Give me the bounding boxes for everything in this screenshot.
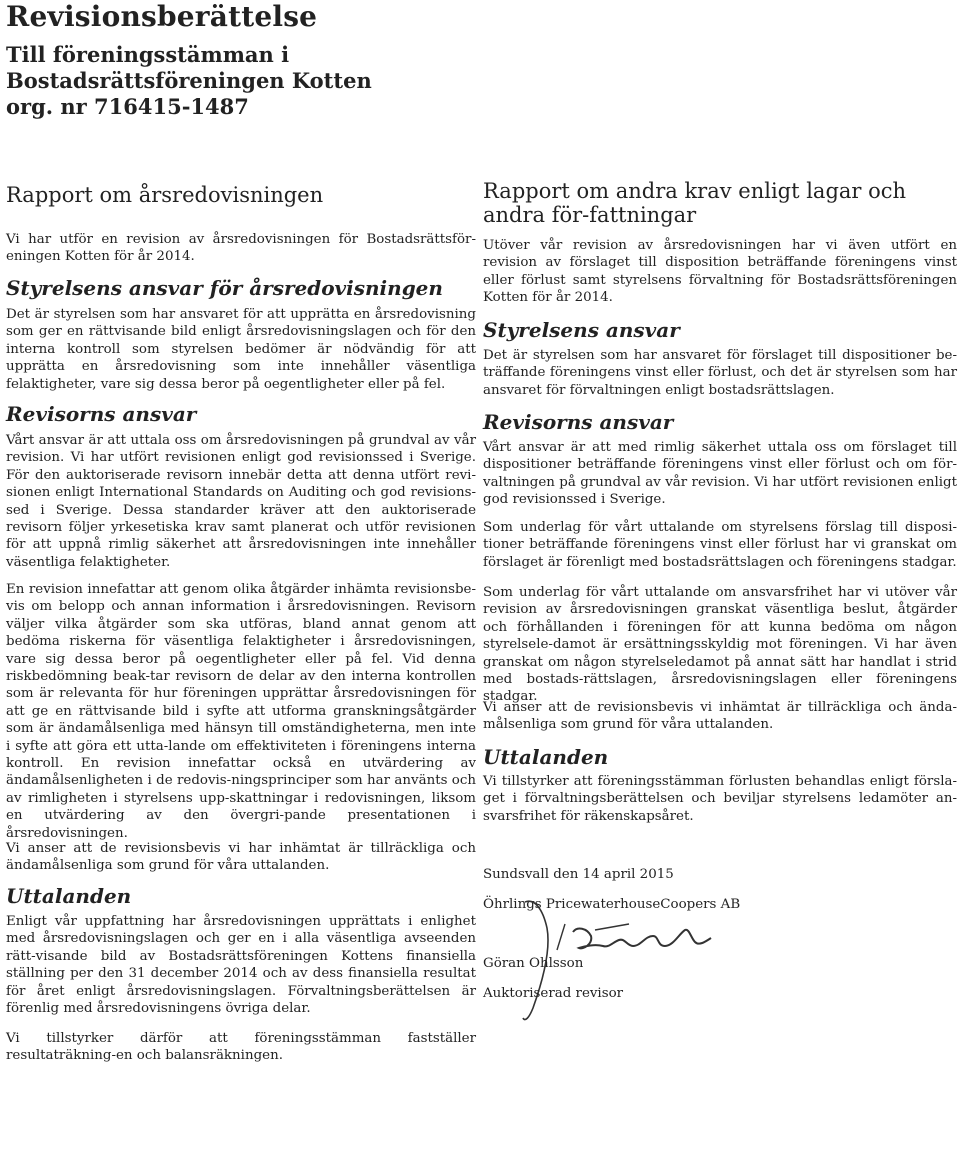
audit-firm: Öhrlings PricewaterhouseCoopers AB — [483, 897, 741, 912]
place-and-date: Sundsvall den 14 april 2015 — [483, 867, 674, 882]
paragraph-right-statements: Vi tillstyrker att föreningsstämman förlusten behandlas enligt försla-get i förvaltningsberättelsen och beviljar styrelsens ledamöter an-svarsfrihet för räkenskapsåret. — [483, 774, 957, 824]
paragraph-right-intro: Utöver vår revision av årsredovisningen har vi även utfört en revision av förslaget till disposition beträffande föreningens vinst eller förlust samt styrelsens förvaltning för Bostadsrättsföreningen Kotten för år 2014. — [483, 238, 957, 306]
paragraph-recommendation: Vi tillstyrker därför att föreningsstämman fastställer resultaträkning-en och balansräkningen. — [6, 1031, 476, 1064]
paragraph-right-board-responsibility: Det är styrelsen som har ansvaret för förslaget till dispositioner be-träffande föreningens vinst eller förlust, och det är styrelsen som har ansvaret för förvaltningen enligt bostadsrättslagen. — [483, 348, 957, 398]
paragraph-intro: Vi har utför en revision av årsredovisningen för Bostadsrättsför-eningen Kotten för år 2014. — [6, 232, 476, 265]
heading-right-statements: Uttalanden — [483, 745, 609, 769]
heading-right-board-responsibility: Styrelsens ansvar — [483, 318, 680, 342]
heading-board-responsibility: Styrelsens ansvar för årsredovisningen — [6, 276, 443, 300]
paragraph-board-responsibility: Det är styrelsen som har ansvaret för att upprätta en årsredovisning som ger en rättvisande bild enligt årsredovisningslagen och för den interna kontroll som styrelsen bedömer är nödvändig för att upprätta en årsredovisning som inte innehåller väsentliga felaktigheter, vare sig dessa beror på oegentligheter eller på fel. — [6, 307, 476, 392]
section-heading-other-requirements: Rapport om andra krav enligt lagar och andra för-fattningar — [483, 179, 907, 227]
paragraph-right-audit-evidence: Vi anser att de revisionsbevis vi inhämtat är tillräckliga och ända-målsenliga som grund för våra uttalanden. — [483, 700, 957, 733]
auditor-title: Auktoriserad revisor — [483, 986, 624, 1001]
paragraph-basis-discharge: Som underlag för vårt uttalande om ansvarsfrihet har vi utöver vår revision av årsredovisningen granskat väsentliga beslut, åtgärder och förhållanden i föreningen för att kunna bedöma om någon styrelsele-damot är ersättningsskyldig mot föreningen. Vi har även granskat om någon styrelseledamot på annat sätt har handlat i strid med bostads-rättslagen, årsredovisningslagen eller föreningens stadgar. — [483, 585, 957, 705]
heading-statements: Uttalanden — [6, 884, 132, 908]
heading-auditor-responsibility: Revisorns ansvar — [6, 402, 197, 426]
recipient-block — [6, 42, 372, 120]
paragraph-auditor-responsibility: Vårt ansvar är att uttala oss om årsredovisningen på grundval av vår revision. Vi har utfört revisionen enligt god revisionssed i Sverige. För den auktoriserade revisorn innebär detta att denna utfört revi-sionen enligt International Standards on Auditing och god revisions-sed i Sverige. Dessa standarder kräver att den auktoriserade revisorn följer yrkesetiska krav samt planerat och utför revisionen för att uppnå rimlig säkerhet att årsredovisningen inte innehåller väsentliga felaktigheter. — [6, 433, 476, 570]
paragraph-audit-procedures: En revision innefattar att genom olika åtgärder inhämta revisionsbe-vis om belopp och annan information i årsredovisningen. Revisorn väljer vilka åtgärder som ska utföras, bland annat genom att bedöma riskerna för väsentliga felaktigheter i årsredovisningen, vare sig dessa beror på oegentligheter eller på fel. Vid denna riskbedömning beak-tar revisorn de delar av den interna kontrollen som är relevanta för hur föreningen upprättar årsredovisningen för att ge en rättvisande bild i syfte att utforma granskningsåtgärder som är ändamålsenliga med hänsyn till omständigheterna, men inte i syfte att göra ett utta-lande om effektiviteten i föreningens interna kontroll. En revision innefattar också en utvärdering av ändamålsenligheten i de redovis-ningsprinciper som har använts och av rimligheten i styrelsens upp-skattningar i redovisningen, liksom en utvärdering av den övergri-pande presentationen i årsredovisningen. — [6, 582, 476, 841]
recipient-line-2: Bostadsrättsföreningen Kotten — [6, 68, 372, 93]
recipient-line-1: Till föreningsstämman i — [6, 42, 290, 67]
auditor-name: Göran Ohlsson — [483, 956, 584, 971]
section-heading-annual-report: Rapport om årsredovisningen — [6, 183, 324, 207]
heading-right-auditor-responsibility: Revisorns ansvar — [483, 410, 674, 434]
paragraph-statements: Enligt vår uppfattning har årsredovisningen upprättats i enlighet med årsredovisningslagen och ger en i alla väsentliga avseenden rätt-visande bild av Bostadsrättsföreningen Kottens finansiella ställning per den 31 december 2014 och av dess finansiella resultat för året enligt årsredovisningslagen. Förvaltningsberättelsen är förenlig med årsredovisningens övriga delar. — [6, 914, 476, 1017]
paragraph-audit-evidence: Vi anser att de revisionsbevis vi har inhämtat är tillräckliga och ändamålsenliga som grund för våra uttalanden. — [6, 841, 476, 874]
document-title: Revisionsberättelse — [6, 0, 318, 33]
org-number: org. nr 716415-1487 — [6, 94, 249, 119]
paragraph-basis-disposition: Som underlag för vårt uttalande om styrelsens förslag till disposi-tioner beträffande föreningens vinst eller förlust har vi granskat om förslaget är förenligt med bostadsrättslagen och föreningens stadgar. — [483, 520, 957, 570]
paragraph-right-auditor-responsibility: Vårt ansvar är att med rimlig säkerhet uttala oss om förslaget till dispositioner beträffande föreningens vinst eller förlust och om för-valtningen på grundval av vår revision. Vi har utfört revisionen enligt god revisionssed i Sverige. — [483, 440, 957, 508]
